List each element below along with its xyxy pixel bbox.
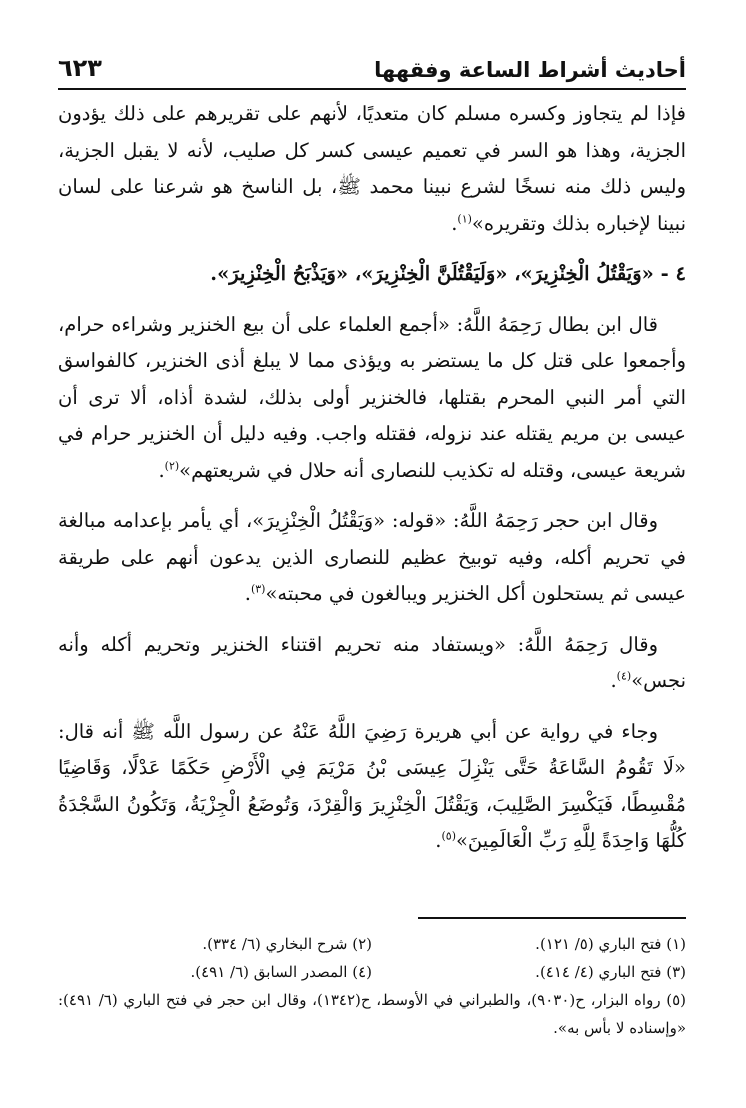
footnote-2: (٢) شرح البخاري (٦/ ٣٣٤). <box>202 935 372 953</box>
paragraph-5-text: وقال رَحِمَهُ اللَّهُ: «ويستفاد منه تحريم اقتناء الخنزير وتحريم أكله وأنه نجس» <box>58 632 686 692</box>
footnote-ref-3: (٣) <box>250 582 266 596</box>
footnote-ref-2: (٢) <box>164 459 180 472</box>
footnote-ref-4: (٤) <box>616 669 632 683</box>
footnote-row-2 <box>58 958 686 986</box>
footnote-3: (٣) فتح الباري (٤/ ٤١٤). <box>535 963 686 981</box>
paragraph-1-text: فإذا لم يتجاوز وكسره مسلم كان متعديًا، لأنهم على تقريرهم على ذلك يؤدون الجزية، وهذا هو السر في تعميم عيسى كسر كل صليب، لأنه لا يقبل الجزية، وليس ذلك منه نسخًا لشرع نبينا محمد ﷺ، بل الناسخ هو شرعنا على لسان نبينا لإخباره بذلك وتقريره» <box>58 102 686 235</box>
footnote-separator <box>418 917 686 919</box>
footnote-row-1 <box>58 930 686 958</box>
paragraph-3-text: قال ابن بطال رَحِمَهُ اللَّهُ: «أجمع العلماء على أن بيع الخنزير وشراءه حرام، وأجمعوا على قتل كل ما يستضر به ويؤذى مما لا يبلغ أذى الخنزير، كالفواسق التي أمر النبي المحرم بقتلها، فالخنزير أولى بذلك، لشدة أذاه، ألا ترى أن عيسى بن مريم يقتله عند نزوله، فقتله واجب. وفيه دليل أن الخنزير حرام في شريعة عيسى، وقتله له تكذيب للنصارى أنه حلال في شريعتهم» <box>58 312 686 482</box>
paragraph-2 <box>58 256 686 293</box>
paragraph-3: قال ابن بطال رَحِمَهُ اللَّهُ: «أجمع العلماء على أن بيع الخنزير وشراءه حرام، وأجمعوا على قتل كل ما يستضر به ويؤذى مما لا يبلغ أذى الخنزير، كالفواسق التي أمر النبي المحرم بقتلها، فالخنزير أولى بذلك، لشدة أذاه، ألا ترى أن عيسى بن مريم يقتله عند نزوله، فقتله واجب. وفيه دليل أن الخنزير حرام في شريعة عيسى، وقتله له تكذيب للنصارى أنه حلال في شريعتهم»$^{(٢)}$. <box>58 312 686 482</box>
footnote-1: (١) فتح الباري (٥/ ١٢١). <box>535 935 686 953</box>
footnote-5: (٥) رواه البزار، ح(٩٠٣٠)، والطبراني في الأوسط، ح(١٣٤٢)، وقال ابن حجر في فتح الباري (٦/ ٤٩١): «وإسناده لا بأس به». <box>58 991 686 1037</box>
paragraph-6-text: وجاء في رواية عن أبي هريرة رَضِيَ اللَّهُ عَنْهُ عن رسول اللَّه ﷺ أنه قال: «لَا تَقُومُ السَّاعَةُ حَتَّى يَنْزِلَ عِيسَى بْنُ مَرْيَمَ فِي الْأَرْضِ حَكَمًا عَدْلًا، وَقَاضِيًا مُقْسِطًا، فَيَكْسِرَ الصَّلِيبَ، وَيَقْتُلَ الْخِنْزِيرَ وَالْقِرْدَ، وَتُوضَعُ الْجِزْيَةُ، وَتَكُونُ السَّجْدَةُ كُلُّهَا وَاحِدَةً لِلَّهِ رَبِّ الْعَالَمِينَ» <box>58 719 686 852</box>
paragraph-6: وجاء في رواية عن أبي هريرة رَضِيَ اللَّهُ عَنْهُ عن رسول اللَّه ﷺ أنه قال: «لَا تَقُومُ السَّاعَةُ حَتَّى يَنْزِلَ عِيسَى بْنُ مَرْيَمَ فِي الْأَرْضِ حَكَمًا عَدْلًا، وَقَاضِيًا مُقْسِطًا، فَيَكْسِرَ الصَّلِيبَ، وَيَقْتُلَ الْخِنْزِيرَ وَالْقِرْدَ، وَتُوضَعُ الْجِزْيَةُ، وَتَكُونُ السَّجْدَةُ كُلُّهَا وَاحِدَةً لِلَّهِ رَبِّ الْعَالَمِينَ»$^{(٥)}$. <box>58 719 686 852</box>
footnote-4: (٤) المصدر السابق (٦/ ٤٩١). <box>190 963 372 981</box>
footnote-ref-1: (١) <box>457 212 472 225</box>
footnotes <box>58 930 686 1042</box>
paragraph-1: فإذا لم يتجاوز وكسره مسلم كان متعديًا، لأنهم على تقريرهم على ذلك يؤدون الجزية، وهذا هو السر في تعميم عيسى كسر كل صليب، لأنه لا يقبل الجزية، وليس ذلك منه نسخًا لشرع نبينا محمد ﷺ، بل الناسخ هو شرعنا على لسان نبينا لإخباره بذلك وتقريره»$^{(١)}$. <box>58 102 686 235</box>
paragraph-5: وقال رَحِمَهُ اللَّهُ: «ويستفاد منه تحريم اقتناء الخنزير وتحريم أكله وأنه نجس»$^{(٤)}$. <box>58 632 686 692</box>
header-title: أحاديث أشراط الساعة وفقهها <box>374 58 686 82</box>
running-header <box>58 50 686 90</box>
paragraph-4: وقال ابن حجر رَحِمَهُ اللَّهُ: «قوله: «وَيَقْتُلُ الْخِنْزِيرَ»، أي يأمر بإعدامه مبالغة في تحريم أكله، وفيه توبيخ عظيم للنصارى الذين يدعون أنهم على طريقة عيسى ثم يستحلون أكل الخنزير ويبالغون في محبته»$^{(٣)}$. <box>58 509 686 605</box>
item-number: ٤ - <box>660 262 686 285</box>
page-number: ٦٢٣ <box>58 54 102 82</box>
main-text <box>58 96 686 874</box>
paragraph-4-text: وقال ابن حجر رَحِمَهُ اللَّهُ: «قوله: «وَيَقْتُلُ الْخِنْزِيرَ»، أي يأمر بإعدامه مبالغة في تحريم أكله، وفيه توبيخ عظيم للنصارى الذين يدعون أنهم على طريقة عيسى ثم يستحلون أكل الخنزير ويبالغون في محبته» <box>58 509 686 605</box>
paragraph-2-text: «وَيَقْتُلُ الْخِنْزِيرَ»، «وَلَيَقْتُلَنَّ الْخِنْزِيرَ»، «وَيَذْبَحُ الْخِنْزِيرَ». <box>210 262 654 285</box>
footnote-ref-5: (٥) <box>441 829 456 843</box>
